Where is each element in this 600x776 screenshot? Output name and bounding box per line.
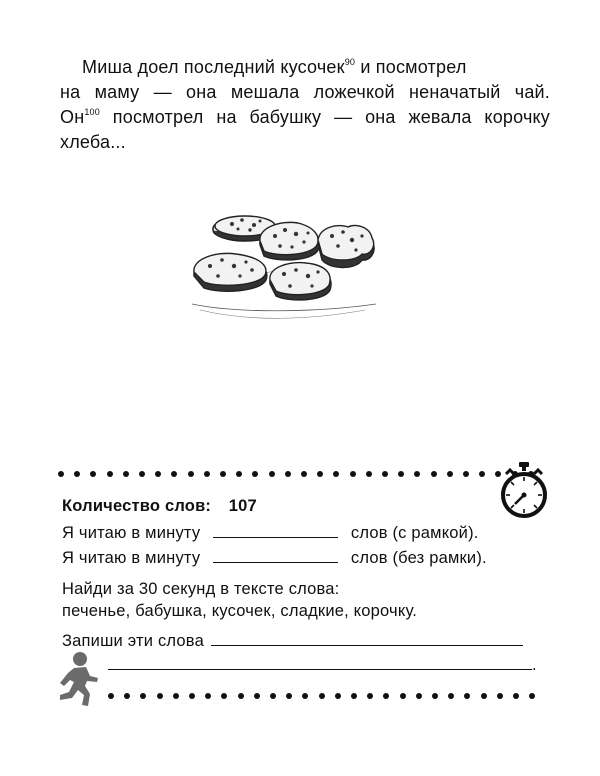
- story-line-3: $Он^{100}$ посмотрел на бабушку — она жевала корочку: [60, 107, 550, 127]
- separator-dot: [416, 693, 422, 699]
- dotted-separator-bottom: [108, 693, 548, 701]
- separator-dot: [140, 693, 146, 699]
- separator-dot: [463, 471, 469, 477]
- separator-dot: [335, 693, 341, 699]
- separator-dot: [414, 471, 420, 477]
- separator-dot: [366, 471, 372, 477]
- separator-dot: [236, 471, 242, 477]
- separator-dot: [382, 471, 388, 477]
- separator-dot: [74, 471, 80, 477]
- separator-dot: [238, 693, 244, 699]
- separator-dot: [497, 693, 503, 699]
- end-period: .: [532, 656, 537, 674]
- separator-dot: [351, 693, 357, 699]
- separator-dot: [333, 471, 339, 477]
- separator-dot: [431, 471, 437, 477]
- separator-dot: [400, 693, 406, 699]
- separator-dot: [432, 693, 438, 699]
- separator-dot: [269, 471, 275, 477]
- dotted-separator-top: [58, 471, 538, 479]
- separator-dot: [155, 471, 161, 477]
- with-frame-answer-blank[interactable]: [213, 525, 338, 538]
- reading-speed-with-frame: Я читаю в минуту слов (с рамкой).: [62, 524, 479, 542]
- separator-dot: [317, 471, 323, 477]
- reading-speed-without-frame: Я читаю в минуту слов (без рамки).: [62, 549, 487, 567]
- separator-dot: [204, 471, 210, 477]
- separator-dot: [319, 693, 325, 699]
- separator-dot: [171, 471, 177, 477]
- stopwatch-icon: [498, 460, 550, 520]
- story-line-1: Миша доел последний кусочек$^{90}$ и посмотрел: [82, 57, 467, 77]
- separator-dot: [189, 693, 195, 699]
- separator-dot: [301, 471, 307, 477]
- separator-dot: [90, 471, 96, 477]
- separator-dot: [173, 693, 179, 699]
- separator-dot: [221, 693, 227, 699]
- separator-dot: [286, 693, 292, 699]
- write-words-blank-1[interactable]: [211, 633, 523, 646]
- without-frame-answer-blank[interactable]: [213, 550, 338, 563]
- separator-dot: [157, 693, 163, 699]
- word-count-label: Количество слов:: [62, 497, 212, 515]
- story-line-2: на маму — она мешала ложечкой неначатый чай.: [60, 82, 550, 102]
- word-count-value: 107: [228, 497, 257, 515]
- separator-dot: [205, 693, 211, 699]
- separator-dot: [123, 471, 129, 477]
- separator-dot: [254, 693, 260, 699]
- separator-dot: [529, 693, 535, 699]
- separator-dot: [350, 471, 356, 477]
- separator-dot: [220, 471, 226, 477]
- separator-dot: [479, 471, 485, 477]
- cookies-illustration: [180, 200, 380, 330]
- write-words-row: [62, 632, 523, 651]
- separator-dot: [464, 693, 470, 699]
- separator-dot: [481, 693, 487, 699]
- separator-dot: [513, 693, 519, 699]
- separator-dot: [139, 471, 145, 477]
- separator-dot: [302, 693, 308, 699]
- story-line-4: хлеба...: [60, 132, 126, 152]
- separator-dot: [124, 693, 130, 699]
- running-child-icon: [52, 650, 102, 710]
- write-words-blank-2[interactable]: [108, 657, 532, 670]
- word-count-marker-90: 90: [344, 57, 356, 67]
- separator-dot: [107, 471, 113, 477]
- word-count-marker-100: 100: [84, 107, 100, 117]
- word-count-row: [62, 497, 257, 516]
- separator-dot: [285, 471, 291, 477]
- write-words-label: Запиши эти слова: [62, 632, 204, 650]
- story-text: [60, 55, 550, 155]
- separator-dot: [252, 471, 258, 477]
- write-words-row-2: [108, 656, 537, 675]
- find-words-instruction: Найди за 30 секунд в тексте слова:: [62, 580, 340, 598]
- find-words-list: печенье, бабушка, кусочек, сладкие, корочку.: [62, 602, 418, 620]
- separator-dot: [188, 471, 194, 477]
- separator-dot: [270, 693, 276, 699]
- separator-dot: [447, 471, 453, 477]
- separator-dot: [398, 471, 404, 477]
- separator-dot: [108, 693, 114, 699]
- separator-dot: [383, 693, 389, 699]
- separator-dot: [367, 693, 373, 699]
- separator-dot: [448, 693, 454, 699]
- separator-dot: [58, 471, 64, 477]
